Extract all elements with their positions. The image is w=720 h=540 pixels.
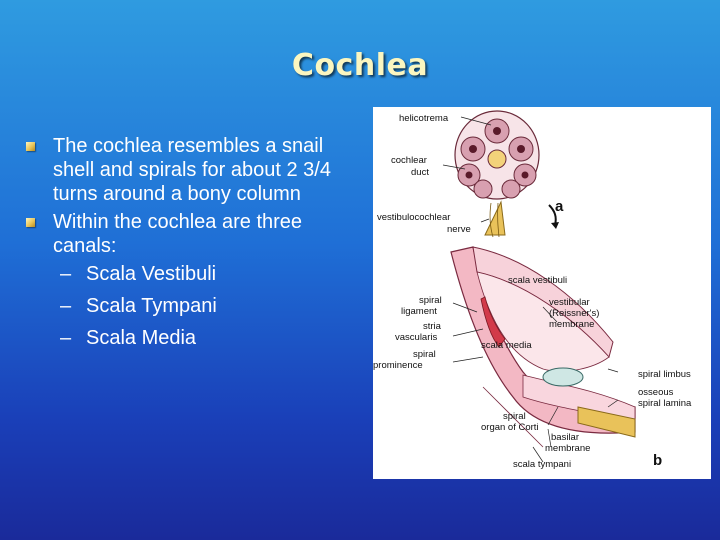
bullet-text: The cochlea resembles a snail shell and spirals for about 2 3/4 turns around a bony column	[53, 135, 331, 205]
label-basilar-2: membrane	[545, 443, 591, 454]
slide-title: Cochlea	[291, 48, 429, 83]
bullet-item	[26, 134, 366, 206]
panel-a-letter: a	[555, 198, 564, 215]
dash-marker: –	[60, 327, 72, 349]
label-vestibular-membrane-2: (Reissner's)	[549, 308, 600, 319]
label-helicotrema: helicotrema	[399, 113, 449, 124]
square-bullet-icon	[26, 218, 35, 227]
label-vestibulocochlear-2: nerve	[447, 224, 471, 235]
bullet-list	[26, 134, 366, 358]
label-spiral-prominence: spiral	[413, 349, 436, 360]
arrowhead-icon	[551, 222, 559, 229]
sub-bullet-text: Scala Tympani	[86, 295, 217, 317]
label-spiral-ligament: spiral	[419, 295, 442, 306]
label-vestibular-membrane-3: membrane	[549, 319, 595, 330]
label-organ-corti: spiral	[503, 411, 526, 422]
bullet-text: Within the cochlea are three canals:	[53, 211, 303, 257]
label-basilar: basilar	[551, 432, 579, 443]
label-scala-media: scala media	[481, 340, 532, 351]
panel-b-letter: b	[653, 452, 663, 469]
square-bullet-icon	[26, 142, 35, 151]
cochlea-spiral-drawing	[455, 111, 539, 237]
label-vestibular-membrane: vestibular	[549, 297, 590, 308]
label-vestibulocochlear: vestibulocochlear	[377, 212, 451, 223]
label-osseous-2: spiral lamina	[638, 398, 692, 409]
label-scala-vestibuli: scala vestibuli	[508, 275, 568, 286]
dash-marker: –	[60, 295, 72, 317]
cochlea-illustration	[373, 107, 711, 479]
sub-bullet-item	[60, 294, 366, 318]
label-stria: stria	[423, 321, 441, 332]
label-cochlear-duct-2: duct	[411, 167, 429, 178]
label-organ-corti-2: organ of Corti	[481, 422, 539, 433]
label-scala-tympani: scala tympani	[513, 459, 572, 470]
label-spiral-prominence-2: prominence	[373, 360, 423, 371]
label-stria-2: vascularis	[395, 332, 438, 343]
sub-bullet-text: Scala Vestibuli	[86, 263, 217, 285]
dash-marker: –	[60, 263, 72, 285]
sub-bullet-item	[60, 262, 366, 286]
sub-bullet-text: Scala Media	[86, 327, 197, 349]
sub-bullet-item	[60, 326, 366, 350]
label-spiral-ligament-2: ligament	[401, 306, 437, 317]
bullet-item	[26, 210, 366, 258]
cochlea-anatomy-figure	[373, 107, 711, 479]
label-osseous: osseous	[638, 387, 674, 398]
label-cochlear-duct: cochlear	[391, 155, 427, 166]
label-spiral-limbus: spiral limbus	[638, 369, 691, 380]
